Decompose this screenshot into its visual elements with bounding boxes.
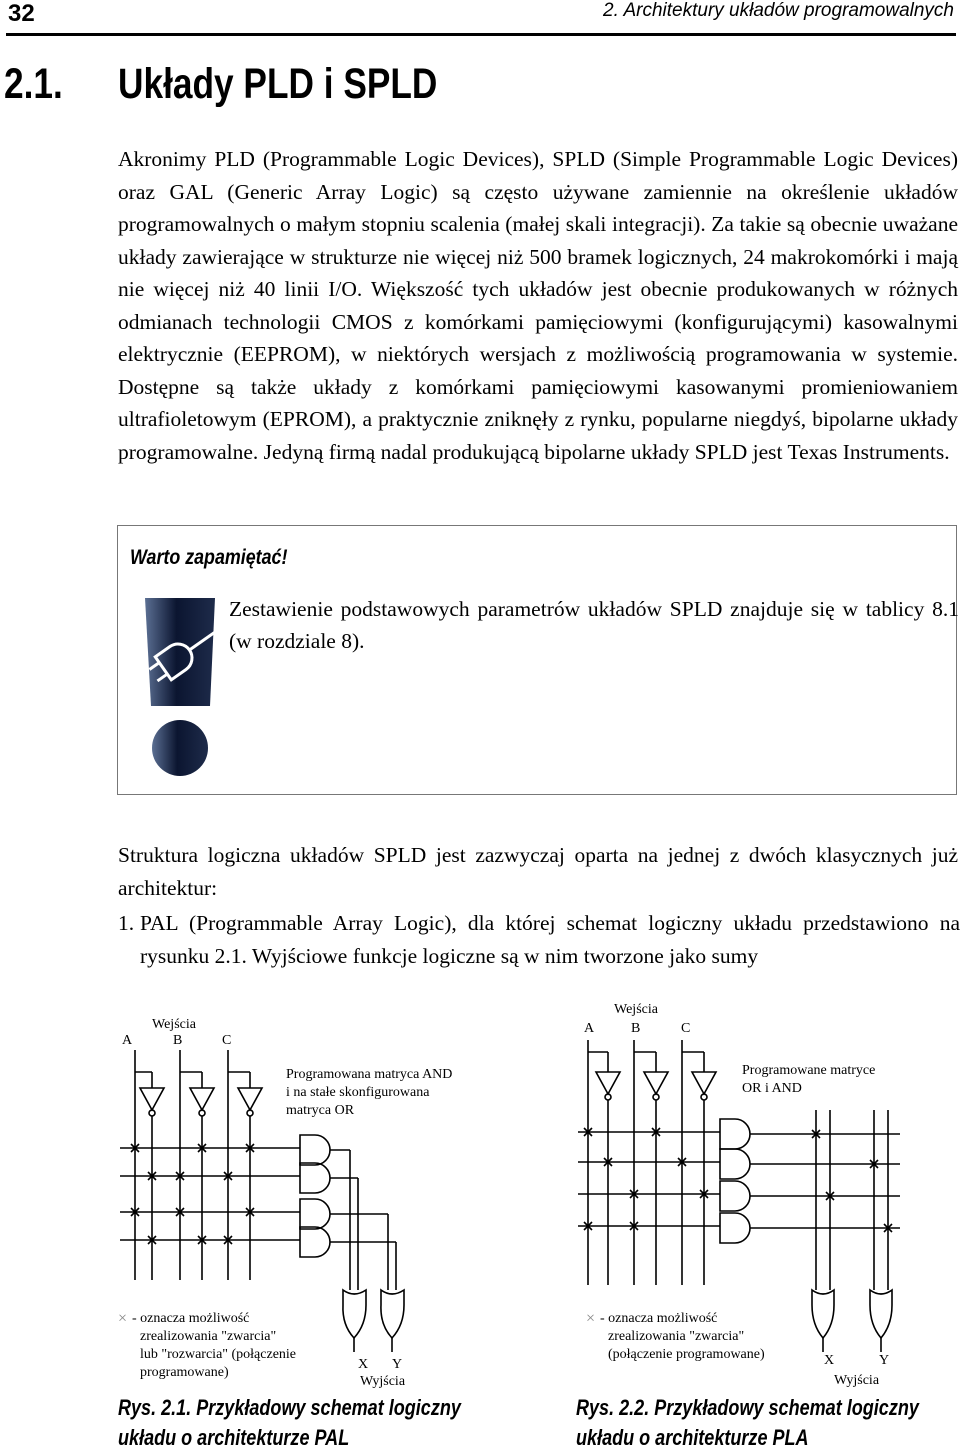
running-header: 2. Architektury układów programowalnych — [603, 0, 954, 21]
legend-text: zrealizowania "zwarcia" — [140, 1329, 277, 1344]
legend-symbol: × — [586, 1310, 596, 1327]
legend-text: (połączenie programowane) — [608, 1347, 765, 1362]
outputs-label: Wyjścia — [360, 1374, 406, 1389]
input-b: B — [631, 1021, 641, 1036]
header-rule — [6, 33, 956, 36]
warning-exclamation-icon — [140, 598, 220, 778]
paragraph-intro: Akronimy PLD (Programmable Logic Devices), SPLD (Simple Programmable Logic Devices) oraz GAL (Generic Array Logic) są często używane zamiennie na określenie układów programowalnych o małym stopniu scalenia (małej skali integracji). Za takie są obecnie uważane układy zawierające w strukturze nie więcej niż 500 bramek logicznych, 24 makrokomórki i mają nie więcej niż 40 linii I/O. Większość tych układów jest obecnie produkowanych w różnych odmianach technologii CMOS z komórkami pamięciowymi (konfigurującymi) kasowalnymi elektrycznie (EEPROM), w niektórych wersjach z możliwością programowania w systemie. Dostępne są także układy z komórkami pamięciowymi kasowanymi promieniowaniem ultrafioletowym (EPROM), a praktycznie zniknęły z rynku, popularne niegdyś, bipolarne układy programowalne. Jedyną firmą nadal produkującą bipolarne układy SPLD jest Texas Instruments. — [118, 147, 958, 464]
outputs-label: Wyjścia — [834, 1373, 880, 1388]
legend-symbol: × — [118, 1310, 128, 1327]
array-description: matryca OR — [286, 1103, 355, 1118]
note-heading: Warto zapamiętać! — [130, 546, 288, 569]
array-description: Programowana matryca AND — [286, 1067, 453, 1082]
input-c: C — [681, 1021, 691, 1036]
input-b: B — [173, 1033, 183, 1048]
caption-line: Rys. 2.1. Przykładowy schemat logiczny — [118, 1395, 461, 1420]
inputs-label: Wejścia — [152, 1017, 196, 1032]
legend-text: - oznacza możliwość — [132, 1311, 250, 1326]
figure-pal-schematic — [110, 1000, 500, 1390]
legend-text: - oznacza możliwość — [600, 1311, 718, 1326]
inputs-label: Wejścia — [614, 1002, 658, 1017]
input-a: A — [122, 1033, 133, 1048]
output-x: X — [358, 1357, 369, 1372]
legend-text: programowane) — [140, 1365, 229, 1380]
legend-text: zrealizowania "zwarcia" — [608, 1329, 745, 1344]
figure-caption-2-2 — [576, 1393, 919, 1453]
section-title: Układy PLD i SPLD — [118, 60, 438, 108]
output-x: X — [824, 1353, 835, 1368]
figure-pla-schematic — [570, 1000, 955, 1390]
note-text: Zestawienie podstawowych parametrów układów SPLD znajduje się w tablicy 8.1 (w rozdziale 8). — [229, 597, 959, 653]
legend-text: lub "rozwarcia" (połączenie — [140, 1347, 297, 1362]
array-description: Programowane matryce — [742, 1063, 876, 1078]
paragraph-architectures: Struktura logiczna układów SPLD jest zazwyczaj oparta na jednej z dwóch klasycznych już architektur: — [118, 843, 958, 900]
output-y: Y — [879, 1353, 890, 1368]
list-item-number: 1. — [118, 911, 135, 935]
input-a: A — [584, 1021, 595, 1036]
input-c: C — [222, 1033, 232, 1048]
array-description: OR i AND — [742, 1081, 802, 1096]
figure-caption-2-1 — [118, 1393, 461, 1453]
array-description: i na stałe skonfigurowana — [286, 1085, 430, 1100]
page-number: 32 — [8, 0, 35, 27]
output-y: Y — [392, 1357, 403, 1372]
caption-line: układu o architekturze PLA — [576, 1425, 809, 1450]
section-number: 2.1. — [4, 60, 63, 108]
list-item-text: PAL (Programmable Array Logic), dla której schemat logiczny układu przedstawiono na rysunku 2.1. Wyjściowe funkcje logiczne są w nim tworzone jako sumy — [140, 911, 960, 968]
caption-line: układu o architekturze PAL — [118, 1425, 350, 1450]
caption-line: Rys. 2.2. Przykładowy schemat logiczny — [576, 1395, 919, 1420]
